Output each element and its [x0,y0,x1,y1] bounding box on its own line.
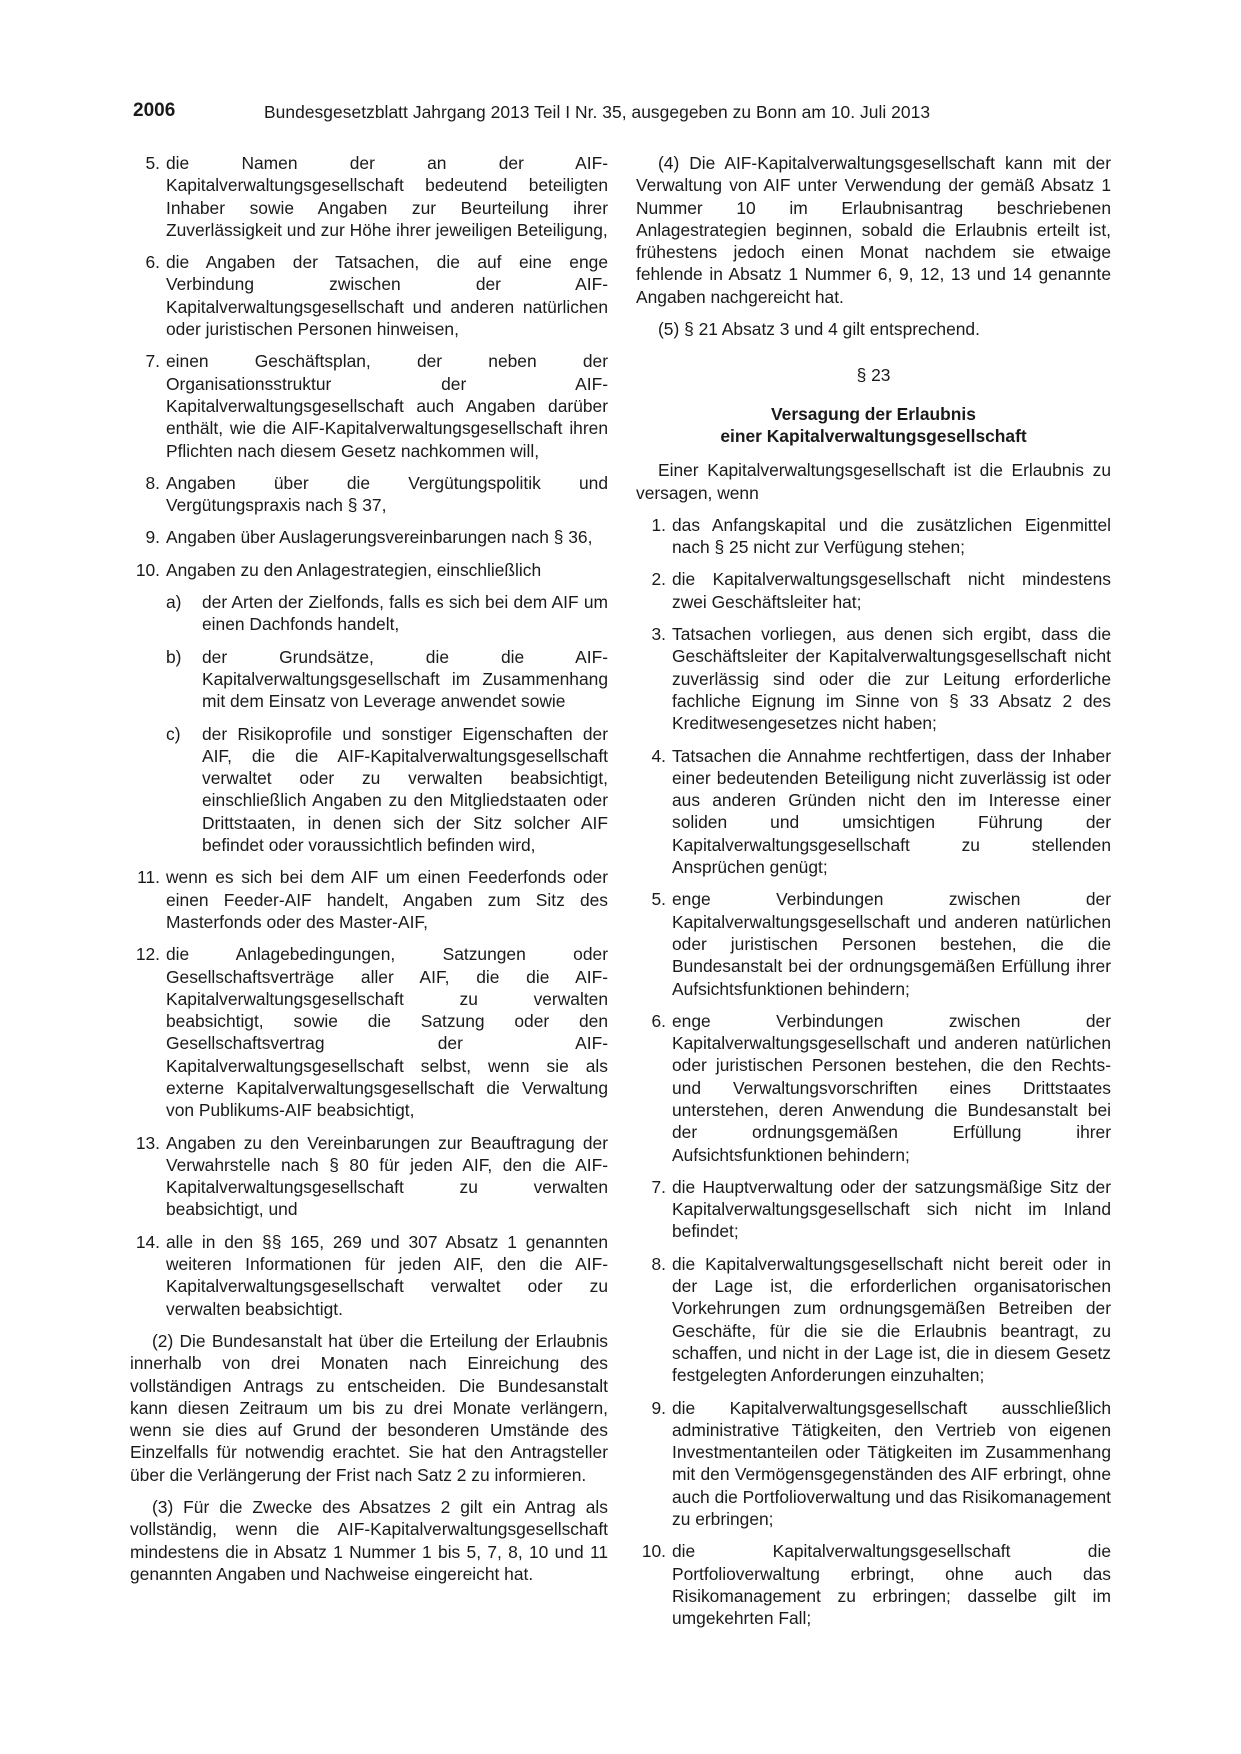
list-item [636,1010,1111,1166]
section-sign: § 23 [856,365,891,386]
item-number: 2. [651,569,666,590]
item-number: 11. [137,867,160,888]
item-number: 5. [145,153,160,173]
item-number: 8. [145,472,160,493]
item-number: 1. [651,514,666,535]
list-item [130,943,608,1121]
list-item [130,152,608,241]
item-text: die Hauptverwaltung oder der satzungsmäßige Sitz der Kapitalverwaltungsgesellschaft sich nicht im Inland befindet; [672,1176,1111,1242]
item-text: Tatsachen vorliegen, aus denen sich ergibt, dass die Geschäftsleiter der Kapitalverwaltungsgesellschaft nicht zuverlässig sind oder die zur Leitung erforderliche fachliche Eignung im Sinne von § 33 Absatz 2 des Kreditwesengesetzes nicht haben; [672,624,1111,734]
paragraph-4: (4) Die AIF-Kapitalverwaltungsgesellschaft kann mit der Verwaltung von AIF unter Verwendung der gemäß Absatz 1 Nummer 10 im Erlaubnisantrag beschriebenen Anlagestrategien beginnen, sobald die Erlaubnis erteilt ist, frühestens jedoch einen Monat nachdem sie etwaige fehlende in Absatz 1 Nummer 6, 9, 12, 13 und 14 genannte Angaben nachgereicht hat. [636,153,1111,307]
item-number: 8. [651,1253,666,1274]
paragraph-2: (2) Die Bundesanstalt hat über die Erteilung der Erlaubnis innerhalb von drei Monaten nach Einreichung des vollständigen Antrags zu entscheiden. Die Bundesanstalt kann diesen Zeitraum um bis zu drei Monate verlängern, wenn sie dies auf Grund der besonderen Umstände des Einzelfalls für notwendig erachtet. Sie hat den Antragsteller über die Verlängerung der Frist nach Satz 2 zu informieren. [130,1330,608,1485]
sub-item-letter: b) [166,646,182,667]
item-number: 14. [135,1231,160,1252]
page-number: 2006 [133,100,176,121]
sub-list-item [166,723,608,857]
item-text: Angaben zu den Vereinbarungen zur Beauftragung der Verwahrstelle nach § 80 für jeden AIF, den die AIF-Kapitalverwaltungsgesellschaft zu verwalten beabsichtigt, und [166,1132,608,1220]
item-text: die Kapitalverwaltungsgesellschaft ausschließlich administrative Tätigkeiten, den Vertrieb von eigenen Investmentanteilen oder Tätigkeiten im Zusammenhang mit den Vermögensgegenständen des AIF erbringt, ohne auch die Portfolioverwaltung und das Risikomanagement zu erbringen; [672,1397,1111,1530]
list-item [636,623,1111,734]
item-number: 6. [145,252,160,273]
item-text: die Kapitalverwaltungsgesellschaft die Portfolioverwaltung erbringt, ohne auch das Risikomanagement zu erbringen; dasselbe gilt im umgekehrten Fall; [672,1541,1111,1629]
section-title-line: Versagung der Erlaubnis [771,403,976,424]
item-text: die Namen der an der AIF-Kapitalverwaltungsgesellschaft bedeutend beteiligten Inhaber sowie Angaben zur Beurteilung ihrer Zuverlässigkeit und zur Höhe ihrer jeweiligen Beteiligung, [166,153,608,240]
item-number: 7. [651,1176,666,1197]
list-item [636,745,1111,879]
sub-item-text: der Arten der Zielfonds, falls es sich bei dem AIF um einen Dachfonds handelt, [202,592,608,635]
running-head: Bundesgesetzblatt Jahrgang 2013 Teil I Nr. 35, ausgegeben zu Bonn am 10. Juli 2013 [264,102,931,122]
item-text: wenn es sich bei dem AIF um einen Feederfonds oder einen Feeder-AIF handelt, Angaben zum Sitz des Masterfonds oder des Master-AIF, [166,867,608,932]
list-item [130,1132,608,1221]
list-item [130,866,608,933]
list-item [130,526,608,548]
right-column [636,152,1111,1640]
section-title-line: einer Kapitalverwaltungsgesellschaft [720,425,1027,446]
list-item [130,559,608,581]
item-text: Angaben zu den Anlagestrategien, einschließlich [166,559,542,580]
list-item [636,1540,1111,1629]
sub-list-item [166,646,608,713]
list-item [130,350,608,461]
item-number: 7. [145,351,160,372]
item-text: Tatsachen die Annahme rechtfertigen, dass der Inhaber einer bedeutenden Beteiligung nicht zuverlässig ist oder aus anderen Gründen nicht den im Interesse einer soliden und umsichtigen Führung der Kapitalverwaltungsgesellschaft zu stellenden Ansprüchen genügt; [672,745,1111,878]
sub-item-text: der Risikoprofile und sonstiger Eigenschaften der AIF, die die AIF-Kapitalverwaltungsgesellschaft verwaltet oder zu verwalten beabsichtigt, einschließlich Angaben zu den Mitgliedstaaten oder Drittstaaten, in denen sich der Sitz solcher AIF befindet oder voraussichtlich befinden wird, [202,723,608,856]
sub-item-letter: a) [166,592,182,613]
item-text: die Kapitalverwaltungsgesellschaft nicht bereit oder in der Lage ist, die erforderlichen organisatorischen Vorkehrungen zum ordnungsgemäßen Betreiben der Geschäfte, für die sie die Erlaubnis beantragt, zu schaffen, und nicht in der Lage ist, die in diesem Gesetz festgelegten Anforderungen einzuhalten; [672,1253,1111,1386]
list-item [636,568,1111,613]
left-column [130,152,608,1595]
item-text: enge Verbindungen zwischen der Kapitalverwaltungsgesellschaft und anderen natürlichen oder juristischen Personen bestehen, die die Bundesanstalt bei der ordnungsgemäßen Erfüllung ihrer Aufsichtsfunktionen behindern; [672,889,1111,999]
item-text: die Kapitalverwaltungsgesellschaft nicht mindestens zwei Geschäftsleiter hat; [672,569,1111,612]
section-title [636,403,1111,448]
sub-item-text: der Grundsätze, die die AIF-Kapitalverwaltungsgesellschaft im Zusammenhang mit dem Einsatz von Leverage anwendet sowie [202,646,608,712]
list-item [636,888,1111,999]
sub-list-item [166,591,608,636]
item-text: das Anfangskapital und die zusätzlichen Eigenmittel nach § 25 nicht zur Verfügung stehen; [672,514,1111,558]
paragraph-5: (5) § 21 Absatz 3 und 4 gilt entsprechend. [658,319,980,340]
list-item [636,514,1111,559]
list-item [636,1176,1111,1243]
item-text: einen Geschäftsplan, der neben der Organisationsstruktur der AIF-Kapitalverwaltungsgesellschaft auch Angaben darüber enthält, wie die AIF-Kapitalverwaltungsgesellschaft ihren Pflichten nach diesem Gesetz nachkommen will, [166,351,608,461]
list-item [130,1231,608,1320]
item-number: 3. [651,624,666,645]
item-text: die Anlagebedingungen, Satzungen oder Gesellschaftsverträge aller AIF, die die AIF-Kapitalverwaltungsgesellschaft zu verwalten beabsichtigt, sowie die Satzung oder den Gesellschaftsvertrag der AIF-Kapitalverwaltungsgesellschaft selbst, wenn sie als externe Kapitalverwaltungsgesellschaft die Verwaltung von Publikums-AIF beabsichtigt, [166,944,608,1121]
list-item [130,472,608,517]
item-text: enge Verbindungen zwischen der Kapitalverwaltungsgesellschaft und anderen natürlichen oder juristischen Personen bestehen, die den Rechts- und Verwaltungsvorschriften eines Drittstaates unterstehen, deren Anwendung die Bundesanstalt bei der ordnungsgemäßen Erfüllung ihrer Aufsichtsfunktionen behindern; [672,1010,1111,1165]
item-number: 5. [651,889,666,910]
item-number: 13. [135,1132,160,1153]
paragraph-3: (3) Für die Zwecke des Absatzes 2 gilt ein Antrag als vollständig, wenn die AIF-Kapitalverwaltungsgesellschaft mindestens die in Absatz 1 Nummer 1 bis 5, 7, 8, 10 und 11 genannten Angaben und Nachweise eingereicht hat. [130,1497,608,1584]
list-item [130,251,608,340]
item-number: 9. [651,1397,666,1418]
item-text: alle in den §§ 165, 269 und 307 Absatz 1 genannten weiteren Informationen für jeden AIF, den die AIF-Kapitalverwaltungsgesellschaft verwaltet oder zu verwalten beabsichtigt. [166,1231,608,1319]
item-number: 9. [145,527,160,548]
item-number: 12. [135,944,160,965]
item-number: 4. [651,745,666,766]
item-text: Angaben über Auslagerungsvereinbarungen nach § 36, [166,527,593,548]
item-text: Angaben über die Vergütungspolitik und Vergütungspraxis nach § 37, [166,472,608,516]
item-number: 10. [641,1541,666,1562]
list-item [636,1397,1111,1531]
section-intro: Einer Kapitalverwaltungsgesellschaft ist die Erlaubnis zu versagen, wenn [636,460,1111,503]
item-text: die Angaben der Tatsachen, die auf eine enge Verbindung zwischen der AIF-Kapitalverwaltungsgesellschaft und anderen natürlichen oder juristischen Personen hinweisen, [166,252,608,340]
item-number: 10. [135,559,160,580]
sub-item-letter: c) [166,723,181,744]
list-item [636,1253,1111,1387]
item-number: 6. [651,1010,666,1031]
